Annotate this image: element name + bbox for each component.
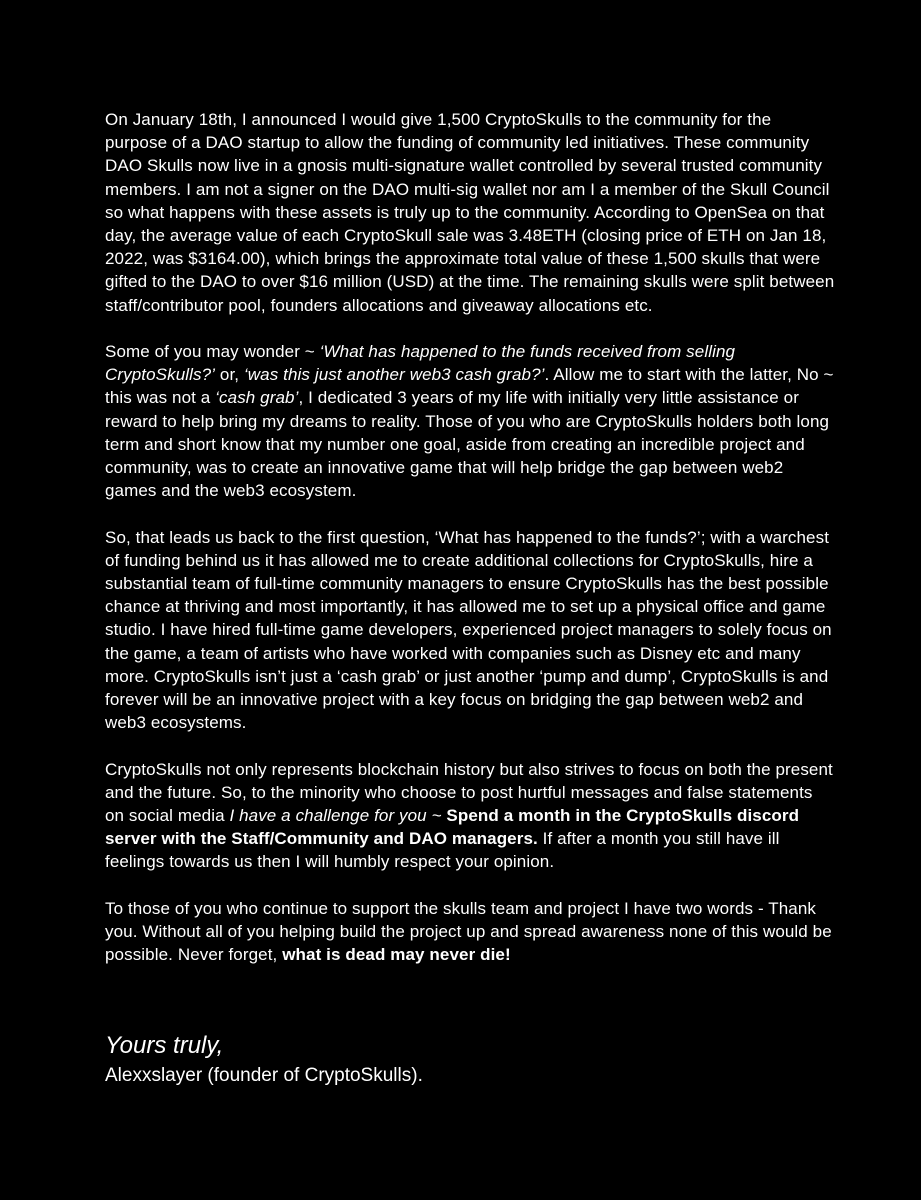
signoff: Yours truly, [105,1032,224,1059]
paragraph-funds-use: So, that leads us back to the first question, ‘What has happened to the funds?’; with a warchest of funding behind us it has allowed me to create additional collections for CryptoSkulls, hire a substantial team of full-time community managers to ensure CryptoSkulls has the best possible chance at thriving and most importantly, it has allowed me to set up a physical office and game studio. I have hired full-time game developers, experienced project managers to solely focus on the game, a team of artists who have worked with companies such as Disney etc and many more. CryptoSkulls isn’t just a ‘cash grab’ or just another ‘pump and dump’, CryptoSkulls is and forever will be an innovative project with a key focus on bridging the gap between web2 and web3 ecosystems. [105,527,832,733]
paragraph-challenge [105,758,835,874]
text-segment: . Allow me to start with the latter, No ~ this was not a [105,365,834,408]
text-segment: If after a month you still have ill feelings towards us then I will humbly respect your opinion. [105,829,780,872]
text-segment: To those of you who continue to support the skulls team and project I have two words - Thank you. Without all of you helping build the project up and spread awareness none of this would be possible. Never forget, [105,898,832,965]
paragraph-dao-gift: On January 18th, I announced I would give 1,500 CryptoSkulls to the community for the purpose of a DAO startup to allow the funding of community led initiatives. These community DAO Skulls now live in a gnosis multi-signature wallet controlled by several trusted community members. I am not a signer on the DAO multi-sig wallet nor am I a member of the Skull Council so what happens with these assets is truly up to the community. According to OpenSea on that day, the average value of each CryptoSkull sale was 3.48ETH (closing price of ETH on Jan 18, 2022, was $3164.00), which brings the approximate total value of these 1,500 skulls that were gifted to the DAO to over $16 million (USD) at the time. The remaining skulls were split between staff/contributor pool, founders allocations and giveaway allocations etc. [105,110,835,315]
challenge-bold: Spend a month in the CryptoSkulls discord server with the Staff/Community and DAO managers. [105,806,800,849]
quote-cash-grab-question: ‘was this just another web3 cash grab?’ [243,365,545,385]
signature: Alexxslayer (founder of CryptoSkulls). [105,1065,423,1086]
text-segment: Some of you may wonder ~ [105,342,320,362]
letter-body [105,108,835,990]
motto-bold: what is dead may never die! [282,945,511,965]
quote-cash-grab: ‘cash grab’ [215,388,299,408]
text-segment: , I dedicated 3 years of my life with initially very little assistance or reward to help bring my dreams to reality. Those of you who are CryptoSkulls holders both long term and short know that my number one goal, aside from creating an incredible project and community, was to create an innovative game that will help bridge the gap between web2 games and the web3 ecosystem. [105,388,830,501]
closing-block [105,1030,805,1090]
quote-funds-question: ‘What has happened to the funds received from selling CryptoSkulls?’ [105,342,736,385]
text-segment: or, [215,365,244,385]
text-segment: CryptoSkulls not only represents blockchain history but also strives to focus on both the present and the future. So, to the minority who choose to post hurtful messages and false statements on social media [105,759,833,826]
paragraph-thanks [105,897,835,967]
paragraph-cash-grab [105,340,835,502]
challenge-phrase: I have a challenge for you ~ [229,806,442,826]
